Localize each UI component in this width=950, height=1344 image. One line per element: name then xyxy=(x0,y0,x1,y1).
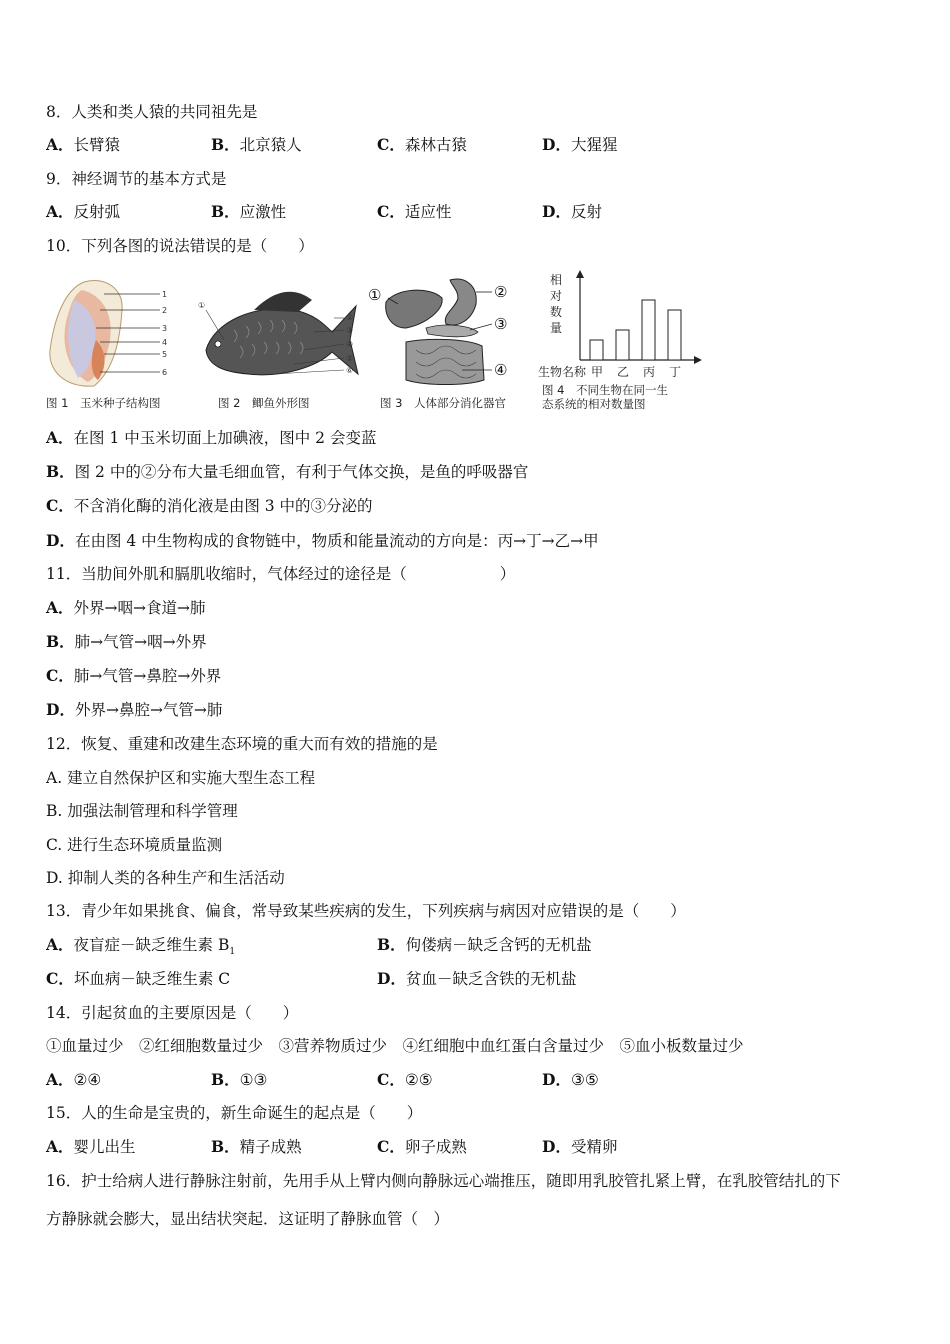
q15-option-b: B．精子成熟 xyxy=(211,1137,302,1156)
q8-option-b: B．北京猿人 xyxy=(211,135,302,154)
figure-3-digestive xyxy=(366,270,526,415)
fig4-xname: 生物名称 xyxy=(538,365,587,379)
question-14-items: ①血量过少 ②红细胞数量过少 ③营养物质过少 ④红细胞中血红蛋白含量过少 ⑤血小板数量过少 xyxy=(46,1037,744,1055)
fig1-label-5: 5 xyxy=(162,350,168,359)
fig2-label-3: ③ xyxy=(346,326,354,335)
question-10-figures xyxy=(44,270,704,415)
q10-option-b: B．图 2 中的②分布大量毛细血管，有利于气体交换，是鱼的呼吸器官 xyxy=(46,462,529,481)
question-10-stem: 10．下列各图的说法错误的是（ ） xyxy=(46,237,314,255)
fig3-label-3: ③ xyxy=(494,315,508,333)
figure-1-corn-seed xyxy=(44,270,174,415)
fig1-label-2: 2 xyxy=(162,306,168,315)
y-axis-arrow xyxy=(576,270,584,278)
question-15-stem: 15．人的生命是宝贵的，新生命诞生的起点是（ ） xyxy=(46,1104,423,1122)
q9-option-a: A．反射弧 xyxy=(46,202,121,221)
bar-4 xyxy=(668,310,681,360)
fig1-label-4: 4 xyxy=(162,338,168,347)
corn-seed-illustration xyxy=(44,270,174,392)
digestive-organs-illustration xyxy=(366,270,526,392)
fig2-label-1: ① xyxy=(198,301,206,310)
q11-option-c: C．肺→气管→鼻腔→外界 xyxy=(46,666,222,685)
carp-illustration xyxy=(194,270,364,392)
q12-option-b: B. 加强法制管理和科学管理 xyxy=(46,802,238,820)
q9-option-d: D．反射 xyxy=(542,202,602,221)
fig2-caption: 图 2 鲫鱼外形图 xyxy=(218,396,310,410)
question-13-stem: 13．青少年如果挑食、偏食，常导致某些疾病的发生，下列疾病与病因对应错误的是（ ） xyxy=(46,902,686,920)
fig1-label-6: 6 xyxy=(162,368,168,377)
bar-2 xyxy=(616,330,629,360)
fig4-ylabel-1: 相 xyxy=(550,273,563,287)
fig2-label-5: ⑤ xyxy=(346,354,354,363)
q9-option-c: C．适应性 xyxy=(377,202,452,221)
q10-option-a: A．在图 1 中玉米切面上加碘液，图中 2 会变蓝 xyxy=(46,428,377,447)
q14-option-d: D．③⑤ xyxy=(542,1070,599,1089)
figure-4-chart xyxy=(536,270,704,415)
q14-option-b: B．①③ xyxy=(211,1070,268,1089)
q13-option-d: D．贫血－缺乏含铁的无机盐 xyxy=(377,969,577,988)
fig4-ylabel-4: 量 xyxy=(550,321,563,335)
q15-option-d: D．受精卵 xyxy=(542,1137,618,1156)
q14-option-c: C．②⑤ xyxy=(377,1070,433,1089)
q8-option-a: A．长臂猿 xyxy=(46,135,121,154)
q12-option-c: C. 进行生态环境质量监测 xyxy=(46,836,223,854)
x-axis-arrow xyxy=(694,356,702,364)
fig3-label-1: ① xyxy=(368,286,382,304)
fig3-caption: 图 3 人体部分消化器官 xyxy=(380,396,506,410)
q12-option-d: D. 抑制人类的各种生产和生活活动 xyxy=(46,869,285,887)
q12-option-a: A. 建立自然保护区和实施大型生态工程 xyxy=(46,769,316,787)
relative-quantity-chart xyxy=(536,270,704,388)
question-16-stem-line1: 16．护士给病人进行静脉注射前，先用手从上臂内侧向静脉远心端推压，随即用乳胶管扎紧上臂，在乳胶管结扎的下 xyxy=(46,1172,841,1190)
q9-option-b: B．应激性 xyxy=(211,202,287,221)
category-label-1: 甲 xyxy=(591,365,604,379)
q13-option-c: C．坏血病－缺乏维生素 C xyxy=(46,969,231,988)
q13-option-a: A．夜盲症－缺乏维生素 $B_1$ xyxy=(46,935,236,958)
figure-2-carp xyxy=(194,270,364,415)
question-11-stem: 11．当肋间外肌和膈肌收缩时，气体经过的途径是（ ） xyxy=(46,565,516,583)
fig1-label-3: 3 xyxy=(162,324,168,333)
q11-option-d: D．外界→鼻腔→气管→肺 xyxy=(46,700,223,719)
fig2-label-6: ⑥ xyxy=(346,366,354,375)
category-label-4: 丁 xyxy=(669,365,682,379)
question-16-stem-line2: 方静脉就会膨大，显出结状突起．这证明了静脉血管（ ） xyxy=(46,1210,450,1228)
fig4-caption-line1: 图 4 不同生物在同一生 xyxy=(542,383,668,397)
question-8-stem: 8．人类和类人猿的共同祖先是 xyxy=(46,103,258,121)
question-9-stem: 9．神经调节的基本方式是 xyxy=(46,170,227,188)
q8-option-d: D．大猩猩 xyxy=(542,135,618,154)
fig1-caption: 图 1 玉米种子结构图 xyxy=(46,396,161,410)
bar-3 xyxy=(642,300,655,360)
fig4-ylabel-3: 数 xyxy=(550,305,563,319)
fig1-label-1: 1 xyxy=(162,290,168,299)
q10-option-d: D．在由图 4 中生物构成的食物链中，物质和能量流动的方向是：丙→丁→乙→甲 xyxy=(46,531,599,550)
bar-1 xyxy=(590,340,603,360)
q15-option-c: C．卵子成熟 xyxy=(377,1137,467,1156)
q13-option-b: B．佝偻病－缺乏含钙的无机盐 xyxy=(377,935,592,954)
q8-option-c: C．森林古猿 xyxy=(377,135,467,154)
category-label-2: 乙 xyxy=(617,365,630,379)
q11-option-b: B．肺→气管→咽→外界 xyxy=(46,632,207,651)
q14-option-a: A．②④ xyxy=(46,1070,102,1089)
category-label-3: 丙 xyxy=(643,365,656,379)
q15-option-a: A．婴儿出生 xyxy=(46,1137,136,1156)
fig4-ylabel-2: 对 xyxy=(550,289,563,303)
question-12-stem: 12．恢复、重建和改建生态环境的重大而有效的措施的是 xyxy=(46,735,438,753)
fig3-label-2: ② xyxy=(494,283,508,301)
fig4-caption-line2: 态系统的相对数量图 xyxy=(542,397,646,411)
fig2-label-2: ② xyxy=(346,313,354,322)
q10-option-c: C．不含消化酶的消化液是由图 3 中的③分泌的 xyxy=(46,496,373,515)
question-14-stem: 14．引起贫血的主要原因是（ ） xyxy=(46,1004,299,1022)
fig2-label-4: ④ xyxy=(346,340,354,349)
fig3-label-4: ④ xyxy=(494,361,508,379)
q11-option-a: A．外界→咽→食道→肺 xyxy=(46,598,206,617)
